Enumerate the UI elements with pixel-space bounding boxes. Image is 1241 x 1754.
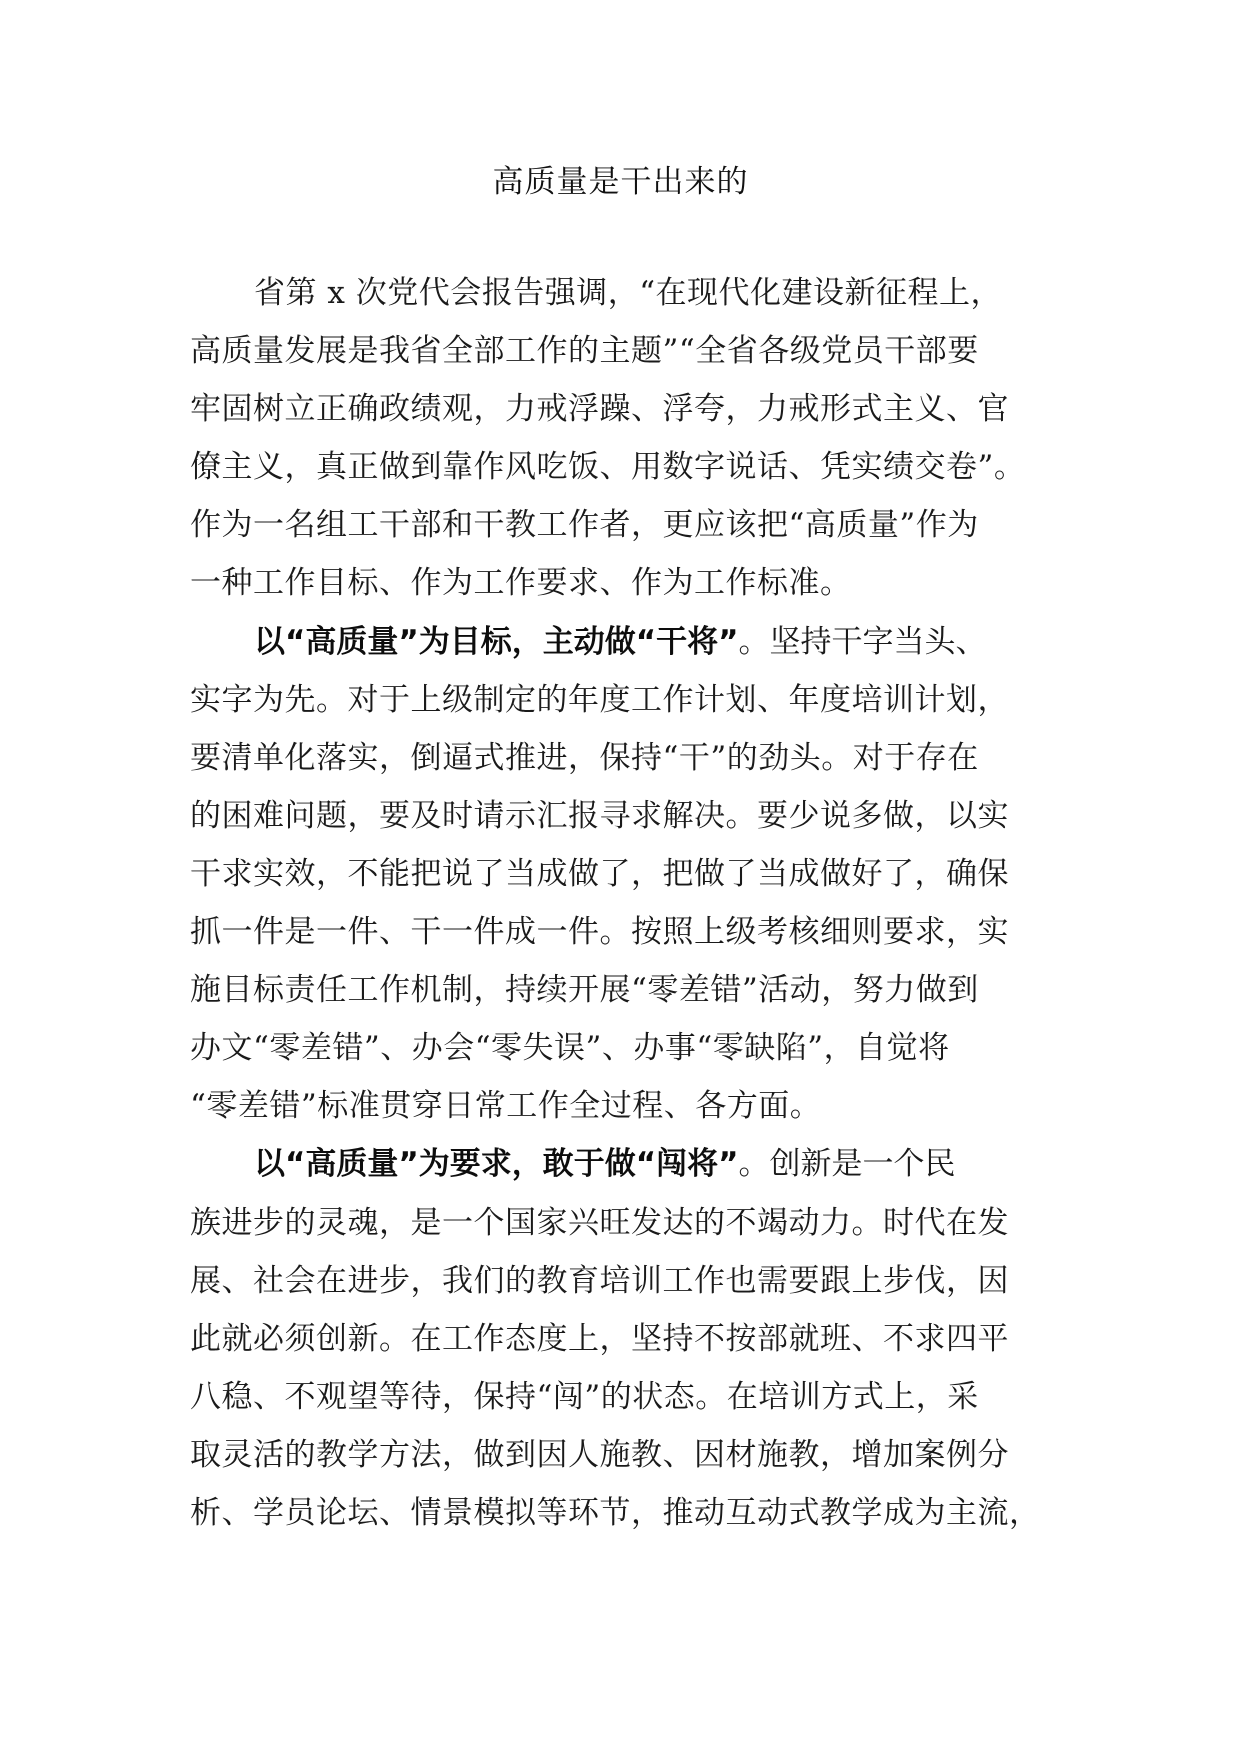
- paragraph-2-line-6: 抓一件是一件、干一件成一件。按照上级考核细则要求，实: [190, 914, 1009, 951]
- paragraph-2-line-7: 施目标责任工作机制，持续开展“零差错”活动，努力做到: [190, 972, 979, 1009]
- paragraph-2-line-1-text: 。坚持干字当头、: [738, 623, 987, 660]
- paragraph-1-line-6: 一种工作目标、作为工作要求、作为工作标准。: [190, 565, 852, 602]
- paragraph-2-line-5: 干求实效，不能把说了当成做了，把做了当成做好了，确保: [190, 855, 1009, 892]
- paragraph-3-line-4: 此就必须创新。在工作态度上，坚持不按部就班、不求四平: [190, 1320, 1009, 1357]
- paragraph-3-line-1: [190, 1135, 1070, 1193]
- document-title: 高质量是干出来的: [492, 164, 749, 200]
- paragraph-1-line-1: 省第 x 次党代会报告强调，“在现代化建设新征程上，: [254, 275, 1003, 311]
- paragraph-2-line-9: “零差错”标准贯穿日常工作全过程、各方面。: [190, 1088, 822, 1125]
- paragraph-3-line-5: 八稳、不观望等待，保持“闯”的状态。在培训方式上，采: [190, 1378, 979, 1415]
- paragraph-3-line-2: 族进步的灵魂，是一个国家兴旺发达的不竭动力。时代在发: [190, 1204, 1009, 1241]
- paragraph-2-line-1: [190, 613, 1070, 671]
- document-body: [190, 264, 1070, 1542]
- paragraph-2-line-3: 要清单化落实，倒逼式推进，保持“干”的劲头。对于存在: [190, 739, 979, 776]
- paragraph-3-line-6: 取灵活的教学方法，做到因人施教、因材施教，增加案例分: [190, 1436, 1009, 1473]
- paragraph-3-line-7: 析、学员论坛、情景模拟等环节，推动互动式教学成为主流，: [190, 1494, 1041, 1531]
- paragraph-2-line-8: 办文“零差错”、办会“零失误”、办事“零缺陷”，自觉将: [190, 1030, 950, 1067]
- paragraph-3-line-1-text: 。创新是一个民: [738, 1146, 956, 1183]
- paragraph-1-line-5: 作为一名组工干部和干教工作者，更应该把“高质量”作为: [190, 507, 979, 544]
- paragraph-2-line-2: 实字为先。对于上级制定的年度工作计划、年度培训计划，: [190, 681, 1009, 718]
- paragraph-3-heading: 以“高质量”为要求，敢于做“闯将”: [254, 1146, 739, 1183]
- paragraph-3-line-3: 展、社会在进步，我们的教育培训工作也需要跟上步伐，因: [190, 1262, 1009, 1299]
- paragraph-1-line-4: 僚主义，真正做到靠作风吃饭、用数字说话、凭实绩交卷”。: [190, 449, 1026, 486]
- paragraph-1-line-3: 牢固树立正确政绩观，力戒浮躁、浮夸，力戒形式主义、官: [190, 391, 1009, 428]
- paragraph-1-line-2: 高质量发展是我省全部工作的主题”“全省各级党员干部要: [190, 333, 979, 370]
- paragraph-2-heading: 以“高质量”为目标，主动做“干将”: [254, 623, 739, 660]
- paragraph-2-line-4: 的困难问题，要及时请示汇报寻求解决。要少说多做，以实: [190, 797, 1009, 834]
